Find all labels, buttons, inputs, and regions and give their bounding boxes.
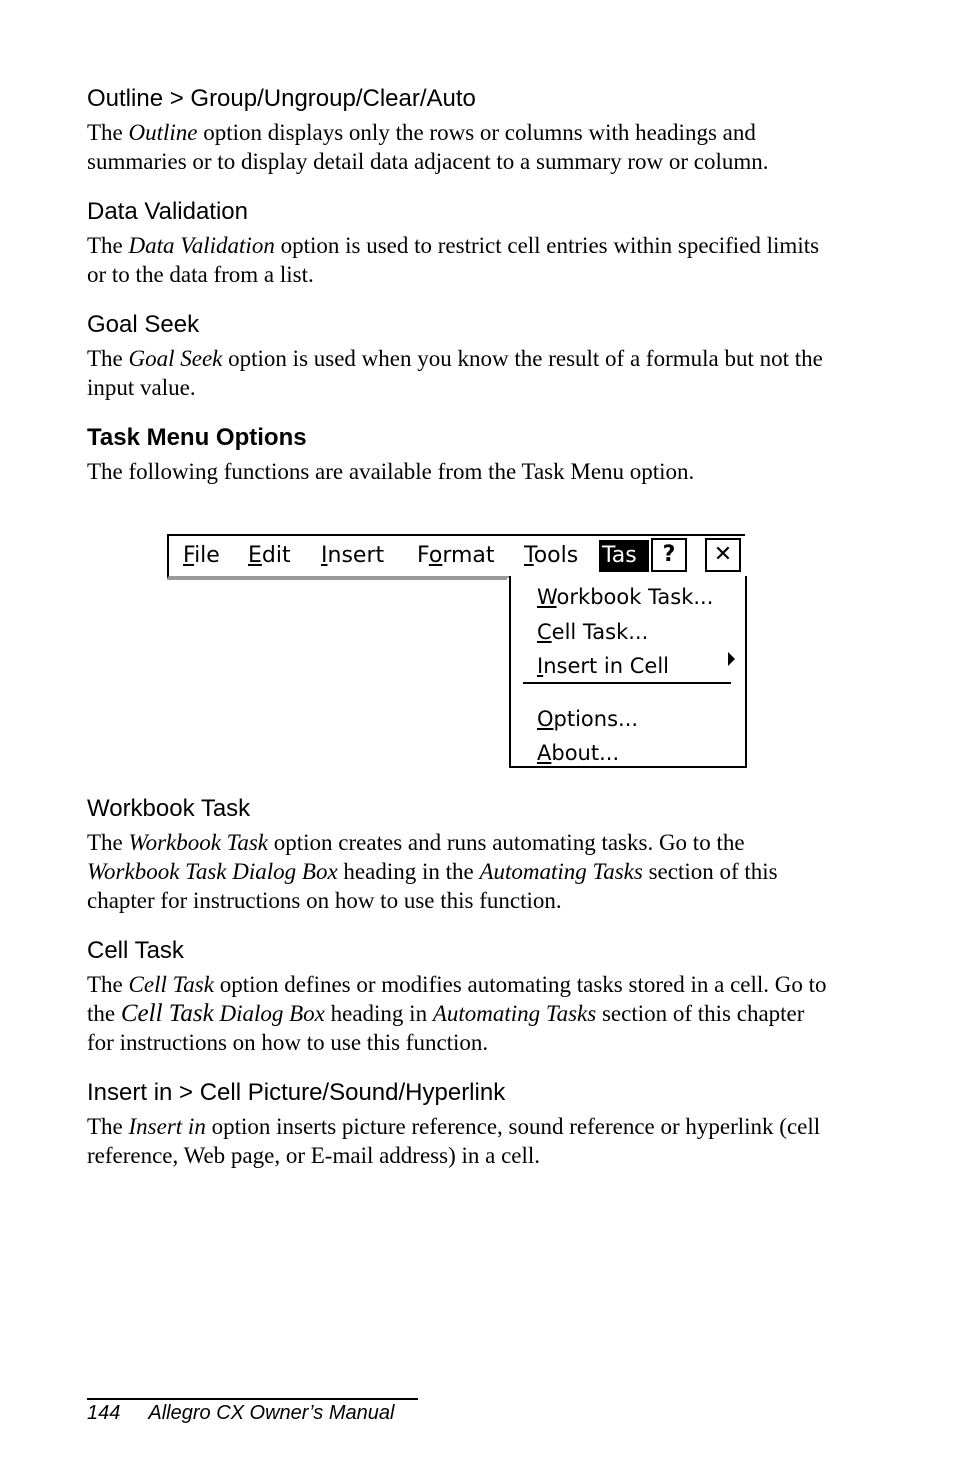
page-number: 144 (87, 1402, 121, 1424)
menu-separator (523, 682, 731, 684)
menu-file[interactable]: File (183, 543, 220, 568)
text: heading in the (337, 859, 480, 884)
footer-rule (87, 1398, 418, 1400)
manual-title: Allegro CX Owner’s Manual (148, 1402, 395, 1424)
menu-bar (167, 534, 745, 578)
menu-task[interactable]: Tas (599, 540, 649, 572)
text: The (87, 346, 129, 371)
heading-outline: Outline > Group/Ungroup/Clear/Auto (87, 85, 476, 112)
menu-item-options[interactable]: Options... (537, 707, 639, 731)
help-button[interactable]: ? (651, 538, 687, 572)
menu-bar-shadow (167, 578, 507, 580)
heading-data-validation: Data Validation (87, 198, 248, 225)
term: Automating Tasks (432, 1001, 597, 1026)
menu-tools[interactable]: Tools (524, 543, 579, 568)
menu-screenshot (167, 534, 747, 770)
section-task-menu (87, 423, 827, 486)
section-workbook-task (87, 794, 827, 915)
heading-task-menu-options: Task Menu Options (87, 424, 307, 451)
term: Automating Tasks (479, 859, 643, 884)
term: Workbook Task Dialog Box (87, 859, 338, 884)
text: heading in (324, 1001, 433, 1026)
text: option is used when you know the result of a formula but not the input value. (87, 346, 823, 400)
menu-format[interactable]: Format (417, 543, 495, 568)
term: Cell Task (120, 1000, 214, 1027)
heading-workbook-task: Workbook Task (87, 795, 251, 822)
term: Insert in (128, 1114, 206, 1139)
menu-item-cell-task[interactable]: Cell Task... (537, 620, 649, 644)
text: The (87, 233, 129, 258)
text: option displays only the rows or columns with headings and summaries or to display detail data adjacent to a summary row or column. (87, 120, 769, 174)
menu-item-workbook-task[interactable]: Workbook Task... (537, 585, 714, 609)
term-data-validation: Data Validation (128, 233, 275, 258)
paragraph-outline (87, 118, 827, 176)
term-goal-seek: Goal Seek (128, 346, 223, 371)
term: Dialog Box (213, 1001, 325, 1026)
paragraph-workbook-task (87, 828, 827, 915)
menu-item-about[interactable]: About... (537, 741, 620, 765)
menu-edit[interactable]: Edit (248, 543, 291, 568)
text: The (87, 1114, 129, 1139)
task-dropdown (509, 576, 747, 768)
section-insert-in (87, 1078, 827, 1170)
text: The (87, 972, 129, 997)
text: option is used to restrict cell entries within specified limits or to the data from a list. (87, 233, 820, 287)
text: The (87, 830, 129, 855)
section-data-validation (87, 197, 827, 289)
heading-cell-task: Cell Task (87, 937, 184, 964)
footer-text (87, 1402, 418, 1425)
section-cell-task (87, 936, 827, 1057)
section-outline (87, 84, 827, 176)
menu-insert[interactable]: Insert (321, 543, 385, 568)
page-footer (87, 1398, 418, 1425)
close-button[interactable] (705, 538, 741, 572)
text: option creates and runs automating tasks. Go to the (268, 830, 745, 855)
term: Workbook Task (128, 830, 269, 855)
text: The (87, 120, 129, 145)
page-content-lower (87, 794, 827, 1191)
paragraph-goal-seek (87, 344, 827, 402)
heading-insert-in: Insert in > Cell Picture/Sound/Hyperlink (87, 1079, 506, 1106)
submenu-arrow-icon (728, 652, 735, 666)
heading-goal-seek: Goal Seek (87, 311, 200, 338)
text: section of this chapter for instructions on how to use this function. (87, 859, 778, 913)
text: option inserts picture reference, sound reference or hyperlink (cell reference, Web page, or E-mail address) in a cell. (87, 1114, 821, 1168)
paragraph-data-validation (87, 231, 827, 289)
section-goal-seek (87, 310, 827, 402)
text: option defines or modifies automating tasks stored in a cell. Go to the (87, 972, 827, 1026)
text: section of this chapter for instructions on how to use this function. (87, 1001, 805, 1055)
term-outline: Outline (128, 120, 198, 145)
paragraph-task-menu-intro: The following functions are available from the Task Menu option. (87, 459, 695, 484)
close-icon: ✕ (713, 542, 733, 567)
paragraph-cell-task (87, 970, 827, 1057)
term: Cell Task (128, 972, 214, 997)
page-content (87, 84, 827, 507)
menu-item-insert-in-cell[interactable]: Insert in Cell (537, 654, 669, 678)
paragraph-insert-in (87, 1112, 827, 1170)
